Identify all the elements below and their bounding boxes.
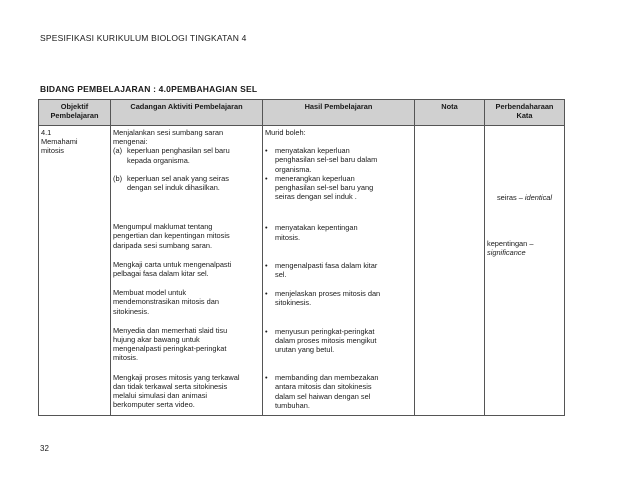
activity-text: Mengkaji carta untuk mengenalpasti [113, 259, 232, 269]
outcome-text: menyatakan keperluan [275, 146, 350, 156]
activities-cell [111, 126, 263, 416]
vocab-translation: significance [487, 248, 526, 258]
outcome-item [265, 146, 412, 174]
page-number: 32 [40, 444, 49, 453]
subitem-label: (b) [113, 173, 123, 183]
activity-brainstorm [113, 128, 260, 192]
activity-text: melalui simulasi dan animasi [113, 391, 208, 401]
activity-item [113, 288, 260, 316]
activity-text: sitokinesis. [113, 306, 150, 316]
subitem-text: dengan sel induk dihasilkan. [127, 183, 220, 193]
outcome-item [265, 261, 412, 279]
activity-item [113, 260, 260, 278]
outcome-text: mengenalpasti fasa dalam kitar [275, 260, 378, 270]
outcome-item [265, 223, 412, 241]
vocab-translation: identical [524, 193, 553, 202]
vocab-entry [487, 193, 562, 202]
activity-text: berkomputer serta video. [113, 400, 195, 410]
header-activities: Cadangan Aktiviti Pembelajaran [111, 100, 263, 126]
outcome-item [265, 174, 412, 202]
outcome-text: mitosis. [275, 232, 301, 242]
vocabulary-cell [485, 126, 565, 416]
outcome-text: menjelaskan proses mitosis dan [275, 289, 381, 299]
outcome-item [265, 373, 412, 410]
objective-number: 4.1 [41, 128, 52, 137]
table-header-row [39, 100, 565, 126]
activity-text: mendemonstrasikan mitosis dan [113, 297, 219, 307]
objective-line: Memahami [41, 137, 78, 147]
outcome-text: organisma. [275, 164, 312, 174]
activity-text: Mengumpul maklumat tentang [113, 222, 213, 232]
notes-cell [415, 126, 485, 416]
curriculum-table [38, 99, 565, 416]
header-notes: Nota [415, 100, 485, 126]
activity-text: pengertian dan kepentingan mitosis [113, 231, 230, 241]
header-vocabulary: Perbendaharaan Kata [485, 100, 565, 126]
vocab-entry [487, 239, 562, 257]
activity-text: mengenai: [113, 137, 148, 147]
outcome-text: menyusun peringkat-peringkat [275, 326, 375, 336]
table-row [39, 126, 565, 416]
outcome-list [265, 146, 412, 410]
bullet-icon: • [265, 260, 268, 270]
outcome-text: tumbuhan. [275, 400, 310, 410]
section-title: BIDANG PEMBELAJARAN : 4.0PEMBAHAGIAN SEL [40, 84, 258, 94]
document-header-title: SPESIFIKASI KURIKULUM BIOLOGI TINGKATAN 4 [40, 33, 247, 43]
outcomes-intro: Murid boleh: [265, 128, 306, 137]
outcome-text: penghasilan sel-sel baru yang [275, 183, 374, 193]
bullet-icon: • [265, 146, 268, 156]
activity-text: mitosis. [113, 353, 139, 363]
activity-text: Menjalankan sesi sumbang saran [113, 128, 224, 137]
vocab-word: kepentingan – [487, 239, 534, 249]
activity-text: daripada sesi sumbang saran. [113, 240, 213, 250]
vocab-word: seiras – [496, 193, 525, 202]
outcomes-cell [263, 126, 415, 416]
subitem-text: keperluan sel anak yang seiras [127, 173, 229, 183]
outcome-text: dalam sel haiwan dengan sel [275, 391, 371, 401]
outcome-item [265, 289, 412, 307]
activity-item [113, 373, 260, 410]
outcome-item [265, 327, 412, 355]
header-outcomes: Hasil Pembelajaran [263, 100, 415, 126]
outcome-text: membanding dan membezakan [275, 373, 379, 383]
outcome-text: urutan yang betul. [275, 345, 335, 355]
objective-line: mitosis [41, 146, 64, 156]
outcome-text: sitokinesis. [275, 298, 312, 308]
bullet-icon: • [265, 223, 268, 233]
outcome-text: menerangkan keperluan [275, 173, 355, 183]
outcome-text: penghasilan sel-sel baru dalam [275, 155, 378, 165]
outcome-text: dalam proses mitosis mengikut [275, 335, 377, 345]
subitem-text: kepada organisma. [127, 155, 190, 165]
activity-text: mengenalpasti peringkat-peringkat [113, 344, 227, 354]
activity-text: Menyedia dan memerhati slaid tisu [113, 325, 228, 335]
header-objective: Objektif Pembelajaran [39, 100, 111, 126]
subitem-label: (a) [113, 146, 123, 156]
activity-subitem [113, 146, 260, 155]
activity-text: hujung akar bawang untuk [113, 335, 200, 345]
objective-cell [39, 126, 111, 416]
activity-text: dan tidak terkawal serta sitokinesis [113, 381, 228, 391]
activity-item [113, 326, 260, 363]
outcome-text: antara mitosis dan sitokinesis [275, 382, 372, 392]
activity-subitem [113, 174, 260, 183]
activity-text: Membuat model untuk [113, 288, 187, 298]
activity-text: pelbagai fasa dalam kitar sel. [113, 269, 209, 279]
bullet-icon: • [265, 326, 268, 336]
bullet-icon: • [265, 373, 268, 383]
activity-text: Mengkaji proses mitosis yang terkawal [113, 372, 240, 382]
subitem-text: keperluan penghasilan sel baru [127, 146, 230, 156]
outcome-text: sel. [275, 270, 287, 280]
outcome-text: seiras dengan sel induk . [275, 192, 357, 202]
bullet-icon: • [265, 289, 268, 299]
outcome-text: menyatakan kepentingan [275, 223, 358, 233]
bullet-icon: • [265, 173, 268, 183]
activity-item [113, 222, 260, 250]
